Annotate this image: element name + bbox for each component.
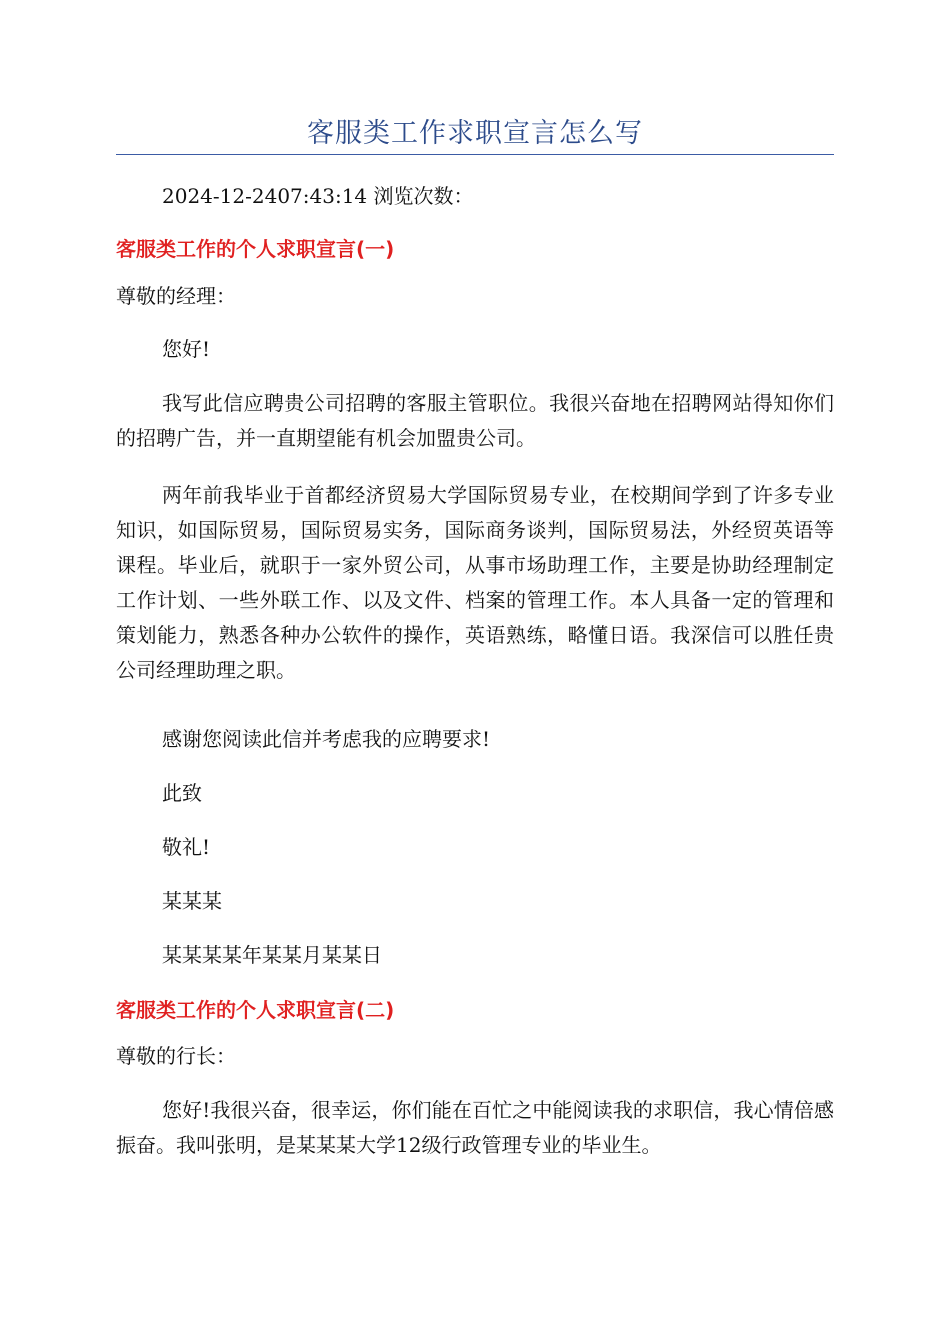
paragraph-1-2: 两年前我毕业于首都经济贸易大学国际贸易专业，在校期间学到了许多专业知识，如国际贸易，国际贸易实务，国际商务谈判，国际贸易法，外经贸英语等课程。毕业后，就职于一家外贸公司，从事市场助理工作，主要是协助经理制定工作计划、一些外联工作、以及文件、档案的管理工作。本人具备一定的管理和策划能力，熟悉各种办公软件的操作，英语熟练，略懂日语。我深信可以胜任贵公司经理助理之职。 xyxy=(116,483,834,682)
closing-line-1: 此致 xyxy=(162,781,202,805)
closing-line-2: 敬礼! xyxy=(162,835,211,859)
section-heading-1: 客服类工作的个人求职宣言(一) xyxy=(116,237,395,261)
thanks-line: 感谢您阅读此信并考虑我的应聘要求! xyxy=(162,727,491,751)
paragraph-2-1: 您好!我很兴奋，很幸运，你们能在百忙之中能阅读我的求职信，我心情倍感振奋。我叫张明，是某某某大学12级行政管理专业的毕业生。 xyxy=(116,1098,834,1157)
document-meta: 2024-12-2407:43:14 浏览次数： xyxy=(162,184,474,208)
salutation-1: 尊敬的经理： xyxy=(116,284,236,308)
salutation-2: 尊敬的行长： xyxy=(116,1044,236,1068)
document-title: 客服类工作求职宣言怎么写 xyxy=(307,118,643,149)
greeting-1: 您好! xyxy=(162,337,211,361)
title-underline xyxy=(116,154,834,155)
section-heading-2: 客服类工作的个人求职宣言(二) xyxy=(116,998,395,1022)
paragraph-1-1: 我写此信应聘贵公司招聘的客服主管职位。我很兴奋地在招聘网站得知你们的招聘广告，并一直期望能有机会加盟贵公司。 xyxy=(116,391,834,450)
signature: 某某某 xyxy=(162,889,222,913)
signature-date: 某某某某年某某月某某日 xyxy=(162,943,382,967)
